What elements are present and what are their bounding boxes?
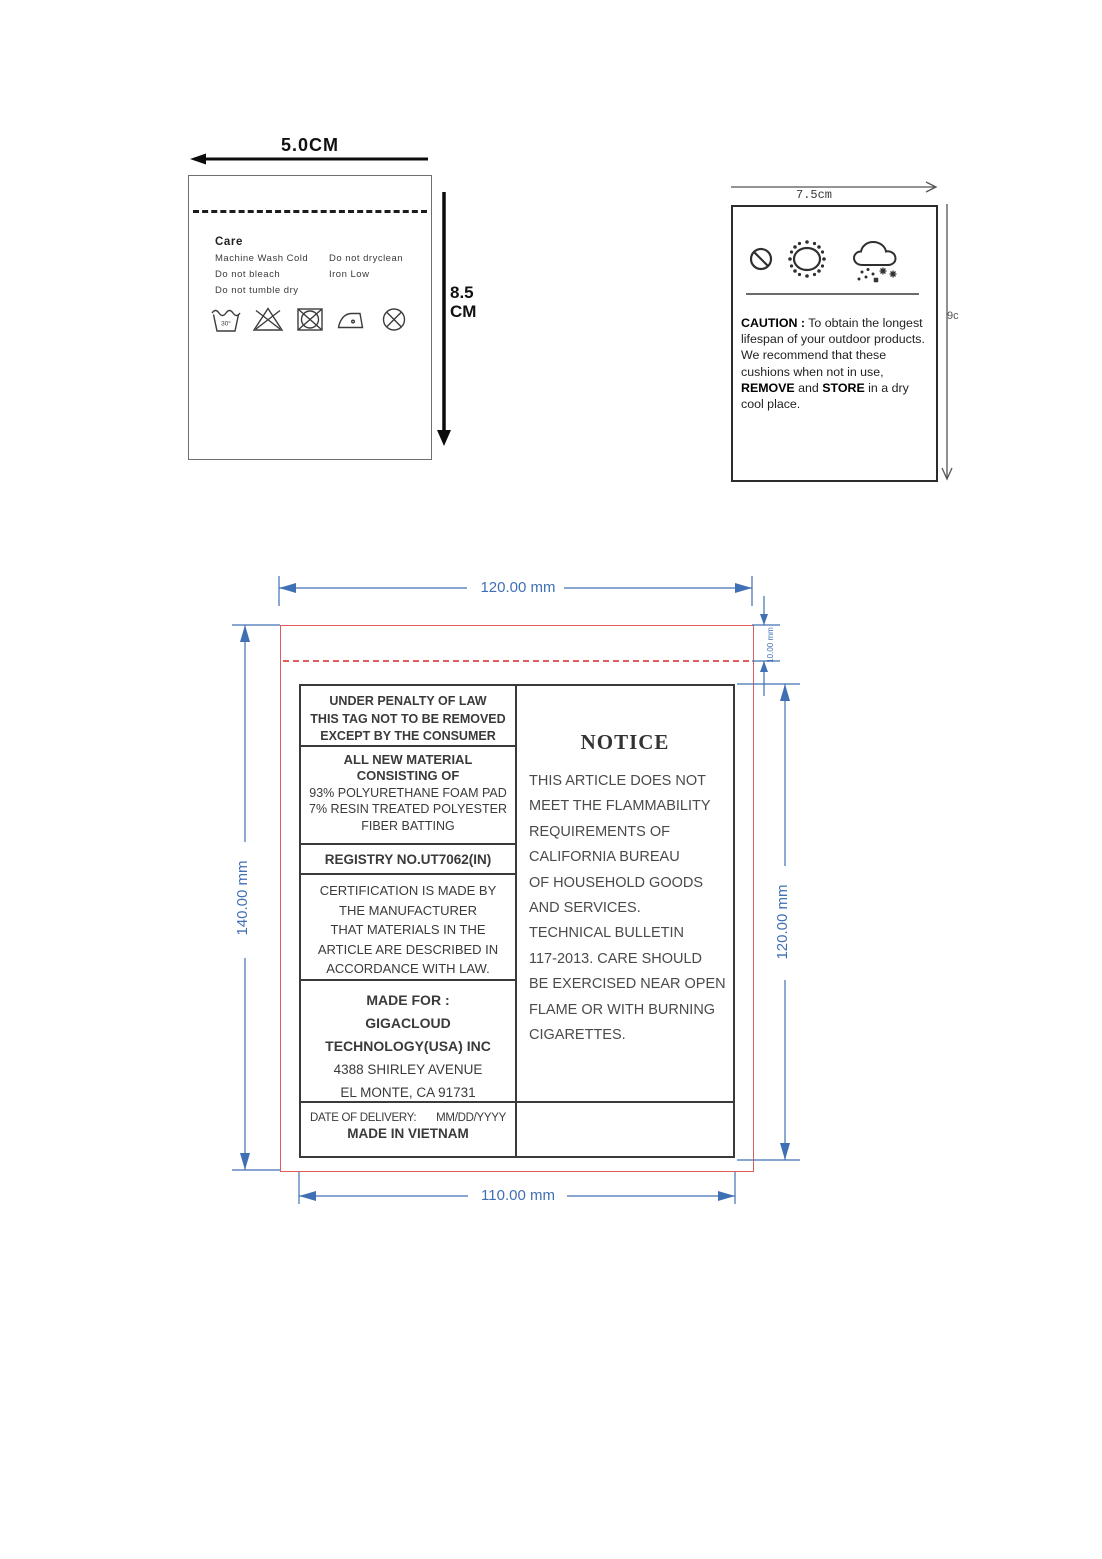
machine-wash-30-icon — [209, 304, 243, 334]
care-heading: Care — [215, 236, 243, 248]
law-label-table — [299, 684, 735, 1158]
date-of-delivery-label: DATE OF DELIVERY: — [310, 1112, 417, 1125]
sun-icon — [788, 240, 826, 278]
care-height-dimension: 8.5 CM — [450, 283, 477, 321]
care-label-figure — [188, 175, 432, 460]
caution-height-arrow — [940, 204, 956, 484]
dim-fold-label: 10.00 mm — [766, 627, 775, 663]
dim-left-label: 140.00 mm — [234, 860, 251, 936]
label-fold-line — [283, 660, 749, 662]
certification-row: CERTIFICATION IS MADE BY THE MANUFACTURER THAT MATERIALS IN THE ARTICLE ARE DESCRIBED IN ACCORDANCE WITH LAW. — [301, 875, 515, 981]
dim-right-label: 120.00 mm — [774, 884, 791, 960]
remove-word: REMOVE — [741, 380, 795, 395]
caution-width-dimension: 7.5cm — [796, 188, 833, 202]
registry-row: REGISTRY NO.UT7062(IN) — [301, 845, 515, 875]
left-column — [301, 686, 517, 1101]
notice-body: THIS ARTICLE DOES NOT MEET THE FLAMMABILITY REQUIREMENTS OF CALIFORNIA BUREAU OF HOUSEHOLD GOODS AND SERVICES. TECHNICAL BULLETIN 117-2013. CARE SHOULD BE EXERCISED NEAR OPEN FLAME OR WITH BURNING CIGARETTES. — [529, 773, 726, 1044]
empty-cell — [517, 1103, 733, 1156]
care-instruction: Do not bleach — [215, 269, 281, 280]
notice-title: NOTICE — [580, 730, 670, 754]
care-instruction: Machine Wash Cold — [215, 253, 309, 264]
caution-text: CAUTION : To obtain the longest lifespan of your outdoor products. We recommend that these cushions when not in use, REMOVE and STORE in a dry cool place. — [741, 316, 925, 412]
penalty-row: UNDER PENALTY OF LAW THIS TAG NOT TO BE REMOVED EXCEPT BY THE CONSUMER — [301, 686, 515, 747]
dim-bottom-label: 110.00 mm — [481, 1187, 555, 1204]
made-in-vietnam: MADE IN VIETNAM — [347, 1126, 469, 1142]
do-not-bleach-icon — [251, 304, 285, 334]
materials-row: ALL NEW MATERIAL CONSISTING OF 93% POLYURETHANE FOAM PAD 7% RESIN TREATED POLYESTER FIBER BATTING — [301, 747, 515, 845]
made-for-row: MADE FOR : GIGACLOUD TECHNOLOGY(USA) INC 4388 SHIRLEY AVENUE EL MONTE, CA 91731 — [325, 991, 491, 1100]
delivery-row — [301, 1101, 733, 1156]
caution-width-arrow — [731, 181, 939, 193]
table-upper-section — [301, 686, 733, 1101]
delivery-cell — [301, 1103, 517, 1156]
wash-temp-label: 30° — [221, 320, 231, 328]
do-not-tumble-dry-icon — [293, 304, 327, 334]
care-width-arrow — [190, 152, 430, 166]
care-width-dimension: 5.0CM — [280, 135, 339, 155]
date-of-delivery-value: MM/DD/YYYY — [436, 1112, 506, 1125]
care-symbols-row — [209, 304, 411, 334]
fold-line — [193, 210, 427, 213]
caution-prefix: CAUTION : — [741, 316, 806, 330]
do-not-dryclean-icon — [377, 304, 411, 334]
prohibition-icon — [751, 249, 771, 269]
divider — [746, 293, 919, 295]
dim-top-label: 120.00 mm — [480, 579, 556, 596]
caution-label-figure — [731, 205, 938, 482]
care-instruction: Iron Low — [329, 269, 370, 280]
iron-low-icon — [335, 304, 369, 334]
weather-icons-row — [745, 235, 925, 287]
care-instruction: Do not tumble dry — [215, 285, 299, 296]
caution-height-dimension: 9c — [947, 310, 959, 322]
care-instruction: Do not dryclean — [329, 253, 404, 264]
dim-right-arrow — [730, 676, 810, 1172]
store-word: STORE — [822, 380, 865, 395]
snow-cloud-icon — [854, 242, 897, 283]
notice-column — [517, 686, 733, 1101]
